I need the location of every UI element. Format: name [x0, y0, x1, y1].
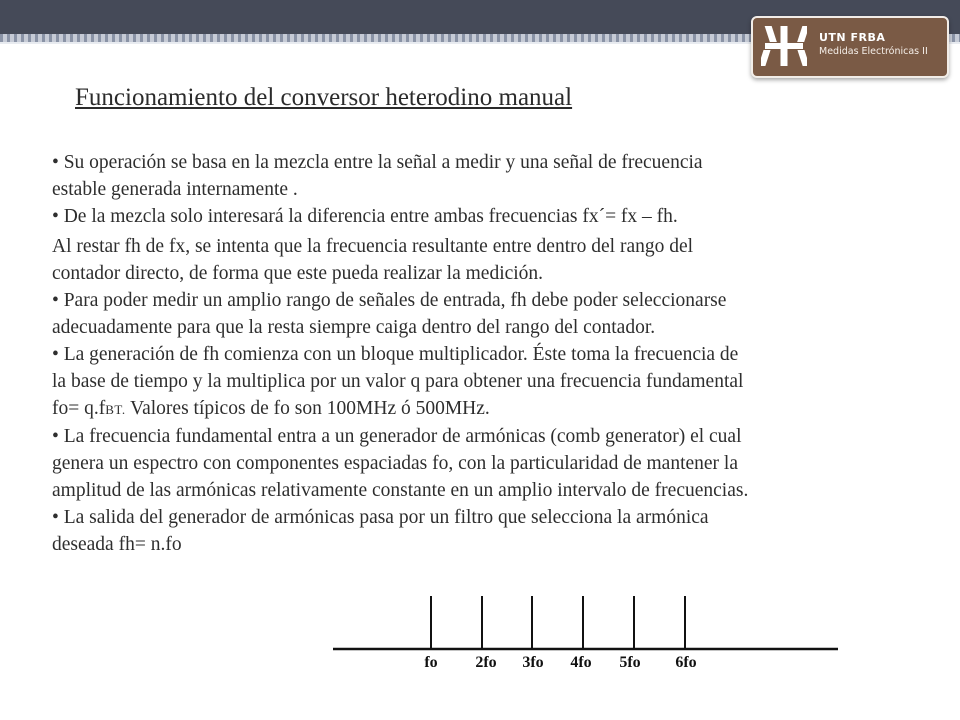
body-line: adecuadamente para que la resta siempre caiga dentro del rango del contador.: [52, 317, 656, 338]
logo-subtitle: Medidas Electrónicas II: [819, 46, 928, 57]
harmonic-label-4: 4fo: [570, 654, 592, 671]
fo-formula: fo= q.f: [52, 398, 106, 419]
body-line: • La frecuencia fundamental entra a un generador de armónicas (comb generator) el cual: [52, 426, 742, 447]
body-line: [52, 395, 932, 423]
body-line: • La salida del generador de armónicas pasa por un filtro que selecciona la armónica: [52, 507, 709, 528]
utn-logo-badge: [751, 16, 949, 78]
body-line: amplitud de las armónicas relativamente constante en un amplio intervalo de frecuencias.: [52, 480, 749, 501]
body-line: Al restar fh de fx, se intenta que la frecuencia resultante entre dentro del rango del: [52, 236, 694, 257]
body-line: • Su operación se basa en la mezcla entre la señal a medir y una señal de frecuencia: [52, 152, 703, 173]
harmonic-spectrum-diagram: [330, 593, 840, 673]
fo-typical-values: Valores típicos de fo son 100MHz ó 500MHz.: [125, 398, 490, 419]
slide-title: Funcionamiento del conversor heterodino manual: [75, 84, 573, 111]
body-line: • Para poder medir un amplio rango de señales de entrada, fh debe poder seleccionarse: [52, 290, 727, 311]
bt-subscript: BT.: [105, 402, 126, 417]
harmonic-label-2: 2fo: [475, 654, 497, 671]
logo-title: UTN FRBA: [819, 31, 886, 44]
slide-body: [52, 149, 932, 558]
utn-logo-icon: [761, 24, 807, 68]
harmonic-label-1: fo: [424, 654, 438, 671]
body-line: la base de tiempo y la multiplica por un valor q para obtener una frecuencia fundamental: [52, 371, 744, 392]
body-line: contador directo, de forma que este pueda realizar la medición.: [52, 263, 544, 284]
harmonic-label-5: 5fo: [619, 654, 641, 671]
body-line: • La generación de fh comienza con un bloque multiplicador. Éste toma la frecuencia de: [52, 344, 739, 365]
body-line: genera un espectro con componentes espaciadas fo, con la particularidad de mantener la: [52, 453, 738, 474]
harmonic-label-6: 6fo: [675, 654, 697, 671]
body-line: deseada fh= n.fo: [52, 534, 182, 555]
body-line: estable generada internamente .: [52, 179, 298, 200]
body-line: • De la mezcla solo interesará la diferencia entre ambas frecuencias fx´= fx – fh.: [52, 206, 678, 227]
harmonic-label-3: 3fo: [522, 654, 544, 671]
